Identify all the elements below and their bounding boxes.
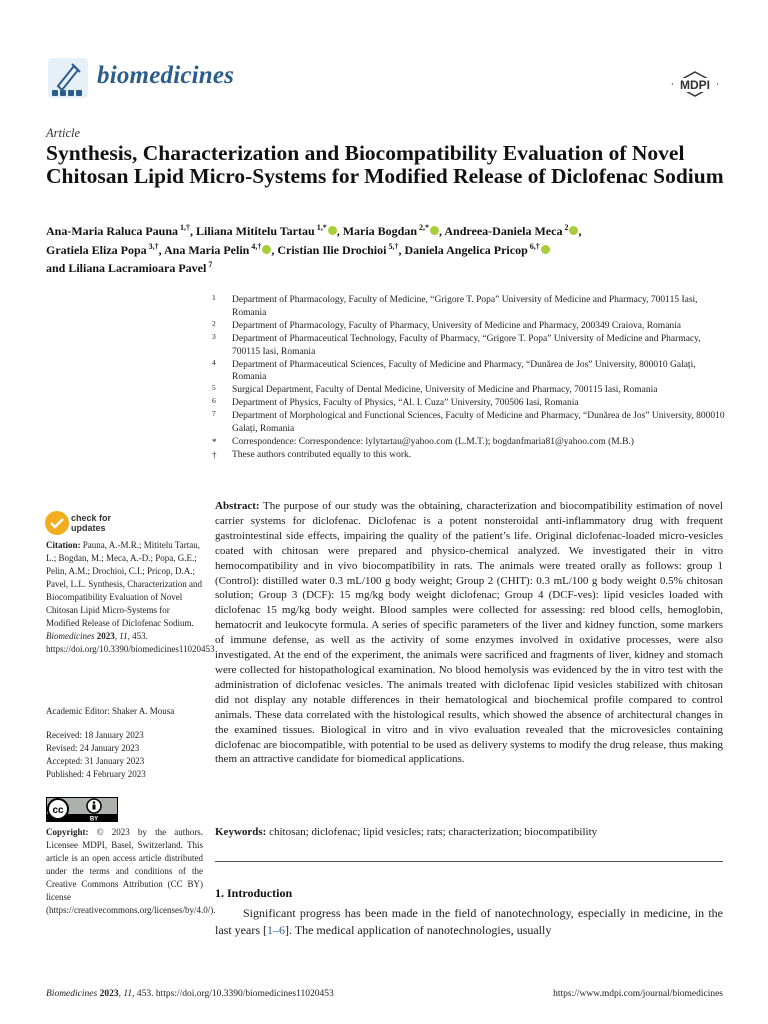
affiliation-item [210,359,725,385]
affiliations [210,294,725,462]
author-separator: , [578,224,582,238]
introduction-heading: 1. Introduction [215,886,293,900]
affiliation-text: Department of Pharmaceutical Technology, Faculty of Pharmacy, “Grigore T. Popa” University of Medicine and Pharmacy, 700115 Iasi, Romania [232,333,701,357]
affiliation-mark: 3 [212,331,216,341]
copyright-label: Copyright: [46,827,89,837]
author-name: Daniela Angelica Pricop [404,242,528,257]
abstract-label: Abstract: [215,500,260,512]
affiliation-item [210,397,725,410]
affiliation-text: Department of Pharmaceutical Sciences, Faculty of Medicine and Pharmacy, “Dunărea de Jos” University, 800010 Galați, Romania [232,359,696,383]
keywords [215,826,723,838]
affiliation-text: These authors contributed equally to this work. [232,449,412,460]
mdpi-logo [669,70,721,100]
citation-year: 2023 [96,631,115,641]
check-updates-icon [45,511,69,535]
affiliation-mark: † [212,449,217,460]
affiliation-mark: 1 [212,293,216,302]
affiliation-item [210,436,725,449]
author-separator: , [190,224,196,238]
author-affiliation-marks: 2,* [419,223,430,232]
intro-text-before: Significant progress has been made in the field of nanotechnology, especially in medicine, in the last years [ [215,906,723,937]
author-name: Andreea-Daniela Meca [444,224,563,238]
author-name: Liliana Mititelu Tartau [196,224,315,238]
citation-journal: Biomedicines [46,631,95,641]
author-affiliation-marks: 3,† [148,241,159,251]
orcid-icon[interactable] [262,245,271,254]
footer-year: 2023 [99,989,119,999]
author-name: Ana Maria Pelin [164,242,250,257]
author-name: Maria Bogdan [342,224,418,238]
affiliation-mark: 5 [212,383,216,393]
affiliation-item [210,333,725,359]
citation-volume: 11 [119,631,128,641]
intro-text-after: ]. The medical application of nanotechnologies, usually [284,922,552,937]
introduction-text [215,905,723,938]
author-name: Gratiela Eliza Popa [46,242,147,257]
citation-label: Citation: [46,540,81,550]
published-date: Published: 4 February 2023 [46,769,146,779]
check-updates-line2: updates [71,523,106,533]
orcid-icon[interactable] [430,226,439,235]
affiliation-item [210,384,725,397]
svg-text:cc: cc [52,805,64,816]
affiliation-mark: 2 [212,318,216,328]
affiliation-text: Department of Pharmacology, Faculty of Pharmacy, University of Medicine and Pharmacy, 200349 Craiova, Romania [232,320,682,331]
copyright-text: © 2023 by the authors. Licensee MDPI, Basel, Switzerland. This article is an open access article distributed under the terms and conditions of the Creative Commons Attribution (CC BY) license (https://creativecommons.org/licenses/by/4.0/). [46,827,216,915]
author-separator: , [158,242,164,257]
affiliation-mark: 7 [212,409,216,419]
footer-citation: Biomedicines 2023, 11, 453. https://doi.org/10.3390/biomedicines11020453 [46,989,334,999]
affiliation-item [210,449,725,462]
svg-text:MDPI: MDPI [680,78,710,92]
keywords-label: Keywords: [215,826,267,838]
footer-journal-url[interactable]: https://www.mdpi.com/journal/biomedicines [553,989,723,999]
author-affiliation-marks: 1,* [316,223,327,232]
journal-logo-icon [46,56,90,100]
affiliation-text: Surgical Department, Faculty of Dental Medicine, University of Medicine and Pharmacy, 700115 Iasi, Romania [232,385,658,396]
author-affiliation-marks: 5,† [388,241,399,251]
affiliation-mark: 4 [212,357,216,367]
citation-block: Citation: Pauna, A.-M.R.; Mititelu Tartau, L.; Bogdan, M.; Meca, A.-D.; Popa, G.E.; Pelin, A.M.; Drochioi, C.I.; Pricop, D.A.; Pavel, L.L. Synthesis, Characterization and Biocompatibility Evaluation of Novel Chitosan Lipid Micro-Systems for Modified Release of Diclofenac Sodium. Biomedicines 2023, 11, 453. https://doi.org/10.3390/biomedicines11020453 [46,540,215,654]
received-date: Received: 18 January 2023 [46,730,144,740]
accepted-date: Accepted: 31 January 2023 [46,756,145,766]
journal-name: biomedicines [97,62,235,89]
orcid-icon[interactable] [328,226,337,235]
affiliation-text: Department of Pharmacology, Faculty of Medicine, “Grigore T. Popa” University of Medicine and Pharmacy, 700115 Iasi, Romania [232,295,698,318]
affiliation-text: Department of Morphological and Functional Sciences, Faculty of Medicine and Pharmacy, “Dunărea de Jos” University, 800010 Galați, Romania [232,411,725,435]
author-affiliation-marks: 6,† [529,241,540,251]
affiliation-item [210,410,725,436]
author-name: Ana-Maria Raluca Pauna [46,224,178,238]
author-separator: , [271,242,278,257]
abstract-text: The purpose of our study was the obtaining, characterization and biocompatibility estimation of novel carrier systems for diclofenac. Diclofenac is a potent nonsteroidal anti-inflammatory drug with frequent gastrointestinal side effects, impairing the quality of the patient’s life. Original diclofenac-loaded micro-vesicles coated with chitosan were prepared and physico-chemical analyzed. We investigated their in vitro hemocompatibility and in vivo biocompatibility in rats. The animals were treated orally as follows: group 1 (Control): distilled water 0.3 mL/100 g body weight; Group 2 (CHIT): 0.3 mL/100 g body weight 0.5% chitosan solution; Group 3 (DCF): 15 mg/kg body weight diclofenac; Group 4 (DCF-ves): lipid vesicles loaded with diclofenac 15 mg/kg body weight. Blood samples were collected for assessing: red blood cells, hemoglobin, hematocrit and leukocyte formula. A series of specific parameters of the liver and kidney function, some markers of immune defense, as well as the activity of some enzymes involved in oxidative processes, were also investigated. At the end of the experiment, the animals were sacrificed and fragments of liver, kidney and stomach were collected for histopathological examination. No blood hemolysis was evidenced by the in vitro test with the administration of diclofenac vesicles. The animals treated with diclofenac lipid vesicles stabilized with chitosan did not display any notable differences in their hematological and biochemical profile compared to control animals. These data correlated with the histological results, which showed the absence of architectural changes in the examined tissues. Biological in vitro and in vivo evaluation revealed that the microvesicles containing diclofenac are biocompatible, with potential to be used as delivery systems to modify the drug release, thus making them an attractive candidate for biomedical applications. [215,500,723,766]
reference-link[interactable]: 1–6 [266,922,285,937]
affiliation-item [210,294,725,320]
author-affiliation-marks: 7 [208,260,213,269]
footer-volume: 11 [123,989,133,999]
revised-date: Revised: 24 January 2023 [46,743,140,753]
author-separator: , [439,224,445,238]
author-separator: , [336,224,343,238]
author-affiliation-marks: 4,† [251,241,262,251]
check-for-updates-button[interactable] [45,511,125,539]
article-type: Article [46,126,81,140]
affiliation-text: Correspondence: Correspondence: lylytartau@yahoo.com (L.M.T.); bogdanfmaria81@yahoo.com (M.B.) [232,436,634,447]
author-name: Cristian Ilie Drochioi [277,242,387,257]
footer-doi-link[interactable]: , 453. https://doi.org/10.3390/biomedicines11020453 [132,989,334,999]
citation-doi-link[interactable]: , 453. https://doi.org/10.3390/biomedicines11020453 [46,631,215,654]
affiliation-text: Department of Physics, Faculty of Physics, “Al. I. Cuza” University, 700506 Iasi, Romania [232,398,579,409]
author-name: and Liliana Lacramioara Pavel [46,261,207,275]
publication-dates [46,729,203,781]
affiliation-mark: 6 [212,396,216,406]
check-updates-text [71,513,111,533]
footer-journal: Biomedicines [46,989,98,999]
abstract [215,499,723,767]
author-separator: , [398,242,405,257]
affiliation-item [210,320,725,333]
keywords-text: chitosan; diclofenac; lipid vesicles; rats; characterization; biocompatibility [269,826,598,838]
cc-by-label: BY [89,816,99,822]
orcid-icon[interactable] [541,245,550,254]
check-updates-line1: check for [71,513,112,523]
author-affiliation-marks: 2 [564,223,569,232]
academic-editor: Academic Editor: Shaker A. Mousa [46,706,175,716]
cc-by-license-icon[interactable] [46,797,118,822]
article-title: Synthesis, Characterization and Biocompatibility Evaluation of Novel Chitosan Lipid Micro-Systems for Modified Release of Diclofenac Sodium [46,141,724,188]
citation-text: Pauna, A.-M.R.; Mititelu Tartau, L.; Bogdan, M.; Meca, A.-D.; Popa, G.E.; Pelin, A.M.; Drochioi, C.I.; Pricop, D.A.; Pavel, L.L. Synthesis, Characterization and Biocompatibility Evaluation of Novel Chitosan Lipid Micro-Systems for Modified Release of Diclofenac Sodium. [46,540,202,628]
copyright-notice [46,826,216,917]
affiliation-mark: * [212,436,217,447]
author-affiliation-marks: 1,† [180,223,190,232]
author-list [46,222,726,278]
section-divider [215,861,723,862]
